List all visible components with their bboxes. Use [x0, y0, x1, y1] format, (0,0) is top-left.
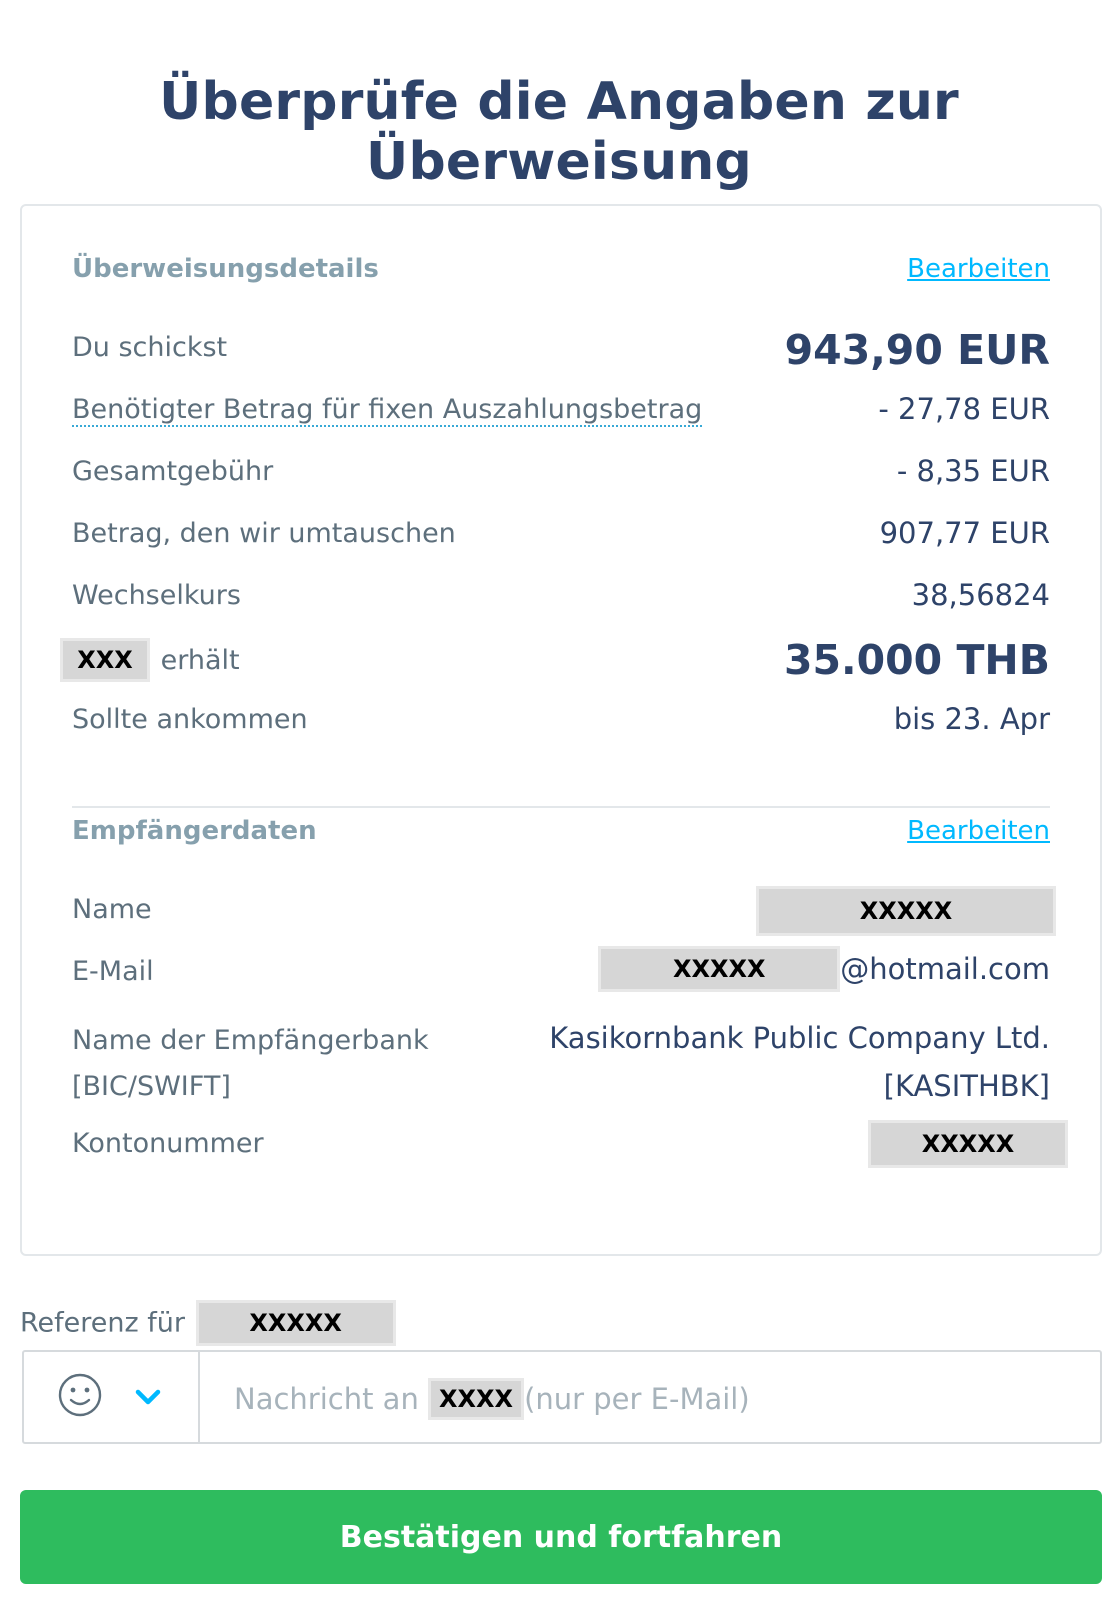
receive-amount-value: 35.000 THB: [783, 636, 1050, 684]
chevron-down-icon: [138, 1392, 158, 1402]
redacted-message-recipient: XXXX: [428, 1378, 524, 1420]
message-input-group: [22, 1350, 1102, 1444]
send-amount-label: Du schickst: [72, 332, 228, 363]
send-amount-value: 943,90 EUR: [784, 326, 1050, 374]
confirm-button[interactable]: Bestätigen und fortfahren: [20, 1490, 1102, 1584]
exchange-rate-value: 38,56824: [911, 578, 1050, 612]
recipient-email-value: [598, 946, 1050, 992]
bank-label: [72, 1018, 429, 1110]
redacted-account-number: XXXXX: [868, 1120, 1068, 1168]
account-number-label: Kontonummer: [72, 1128, 264, 1159]
redacted-recipient-name: XXXXX: [756, 886, 1056, 936]
redacted-email-user: XXXXX: [598, 946, 840, 992]
converted-amount-label: Betrag, den wir umtauschen: [72, 518, 456, 549]
bank-value-line-1: Kasikornbank Public Company Ltd.: [549, 1021, 1050, 1055]
total-fee-label: Gesamtgebühr: [72, 456, 274, 487]
total-fee-value: - 8,35 EUR: [896, 454, 1050, 488]
redacted-reference-recipient: XXXXX: [196, 1300, 396, 1346]
edit-recipient-link[interactable]: Bearbeiten: [907, 816, 1050, 846]
page-title: Überprüfe die Angaben zur Überweisung: [159, 72, 959, 192]
bank-label-line-1: Name der Empfängerbank: [72, 1025, 429, 1056]
receives-label: [60, 638, 240, 682]
edit-transfer-link[interactable]: Bearbeiten: [907, 254, 1050, 284]
recipient-name-label: Name: [72, 894, 152, 925]
reference-label: [20, 1300, 396, 1346]
fixed-payout-label[interactable]: [72, 394, 702, 425]
receives-label-text: erhält: [160, 644, 240, 676]
arrival-value: bis 23. Apr: [893, 702, 1050, 736]
bank-value: [549, 1014, 1050, 1110]
section-divider: [72, 806, 1050, 808]
redacted-recipient-short: XXX: [60, 638, 150, 682]
message-input[interactable]: [234, 1378, 750, 1420]
review-card: [20, 204, 1102, 1256]
message-placeholder-prefix: Nachricht an: [234, 1382, 419, 1416]
smiley-icon: [24, 1352, 200, 1442]
emoji-picker-button[interactable]: [24, 1352, 200, 1442]
reference-label-text: Referenz für: [20, 1307, 185, 1339]
message-placeholder-suffix: (nur per E-Mail): [524, 1382, 750, 1416]
fixed-payout-value: - 27,78 EUR: [878, 392, 1050, 426]
transfer-details-heading: Überweisungsdetails: [72, 254, 379, 284]
recipient-email-label: E-Mail: [72, 956, 154, 987]
converted-amount-value: 907,77 EUR: [879, 516, 1050, 550]
account-number-value: [868, 1120, 1068, 1168]
email-domain: @hotmail.com: [840, 952, 1050, 986]
recipient-heading: Empfängerdaten: [72, 816, 317, 846]
recipient-name-value: [756, 886, 1056, 936]
exchange-rate-label: Wechselkurs: [72, 580, 241, 611]
fixed-payout-label-text[interactable]: Benötigter Betrag für fixen Auszahlungsbetrag: [72, 394, 703, 425]
arrival-label: Sollte ankommen: [72, 704, 308, 735]
bank-value-line-2: [KASITHBK]: [883, 1069, 1050, 1103]
bank-label-line-2: [BIC/SWIFT]: [72, 1071, 231, 1102]
